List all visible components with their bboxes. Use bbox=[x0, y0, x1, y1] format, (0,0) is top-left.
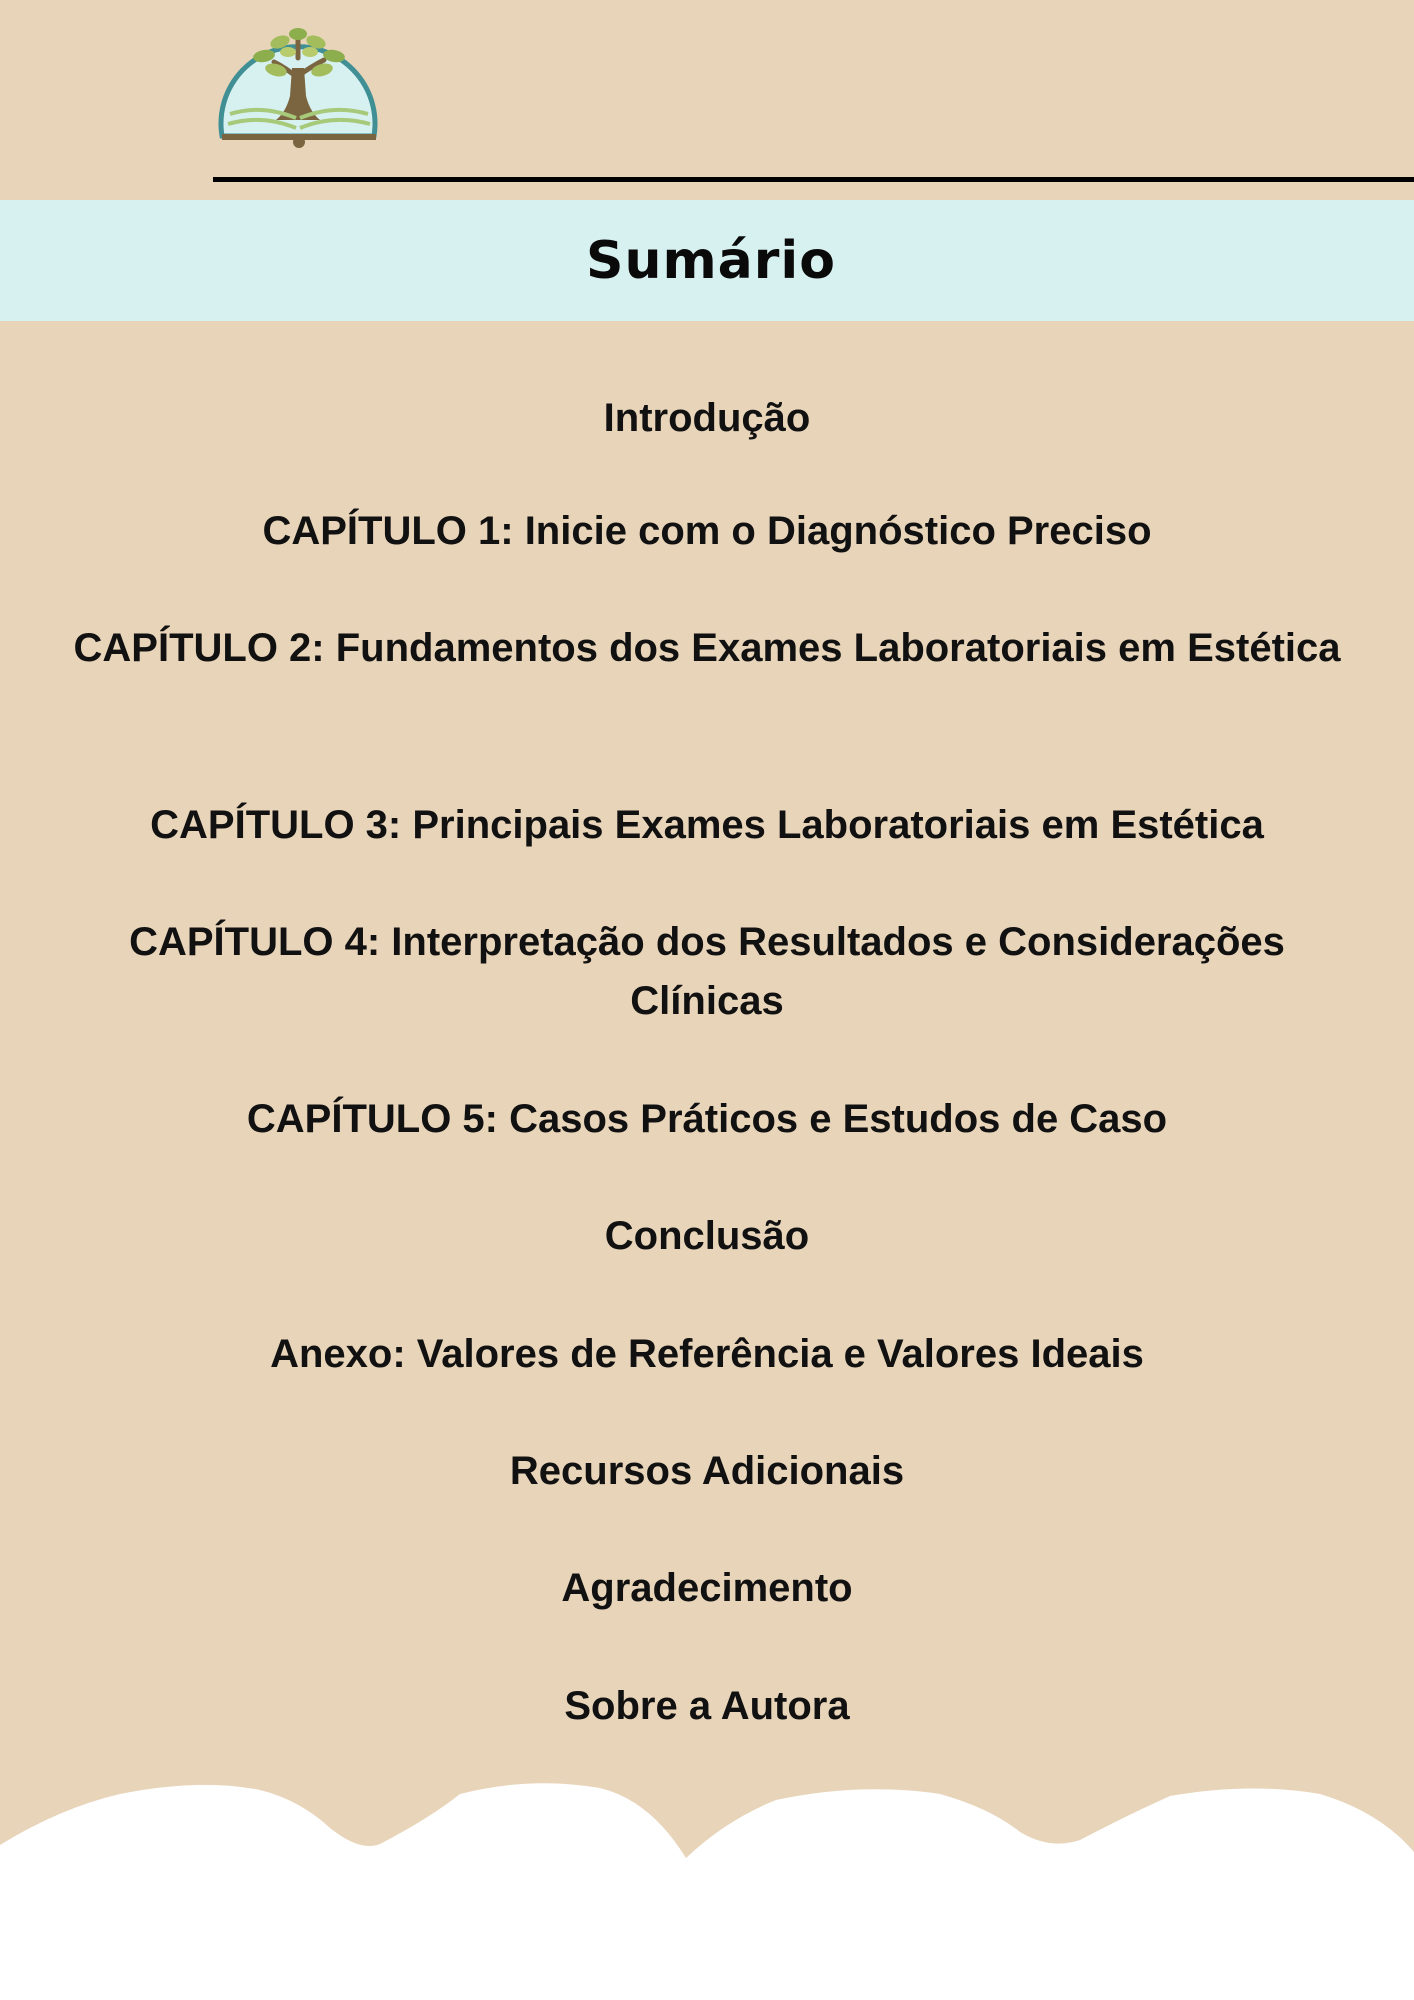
tree-book-logo-icon bbox=[216, 8, 382, 150]
page-title: Sumário bbox=[586, 230, 836, 291]
header-divider bbox=[213, 177, 1414, 182]
toc-item-conclusao[interactable]: Conclusão bbox=[604, 1214, 810, 1258]
toc-item-capitulo-5[interactable]: CAPÍTULO 5: Casos Práticos e Estudos de Caso bbox=[246, 1097, 1168, 1141]
toc-item-capitulo-1[interactable]: CAPÍTULO 1: Inicie com o Diagnóstico Preciso bbox=[262, 509, 1152, 553]
toc-item-anexo[interactable]: Anexo: Valores de Referência e Valores Ideais bbox=[270, 1332, 1144, 1376]
toc-item-agradecimento[interactable]: Agradecimento bbox=[561, 1566, 853, 1610]
toc-item-capitulo-3[interactable]: CAPÍTULO 3: Principais Exames Laboratoriais em Estética bbox=[150, 803, 1264, 847]
toc-item-capitulo-2[interactable]: CAPÍTULO 2: Fundamentos dos Exames Laboratoriais em Estética bbox=[73, 626, 1341, 670]
footer-waves bbox=[0, 1760, 1414, 2000]
toc-item-introducao[interactable]: Introdução bbox=[603, 396, 811, 440]
toc-item-sobre-a-autora[interactable]: Sobre a Autora bbox=[564, 1684, 850, 1728]
title-band bbox=[0, 200, 1414, 321]
toc-item-recursos-adicionais[interactable]: Recursos Adicionais bbox=[509, 1449, 905, 1493]
toc-item-capitulo-4[interactable]: CAPÍTULO 4: Interpretação dos Resultados e Considerações Clínicas bbox=[129, 920, 1285, 1023]
